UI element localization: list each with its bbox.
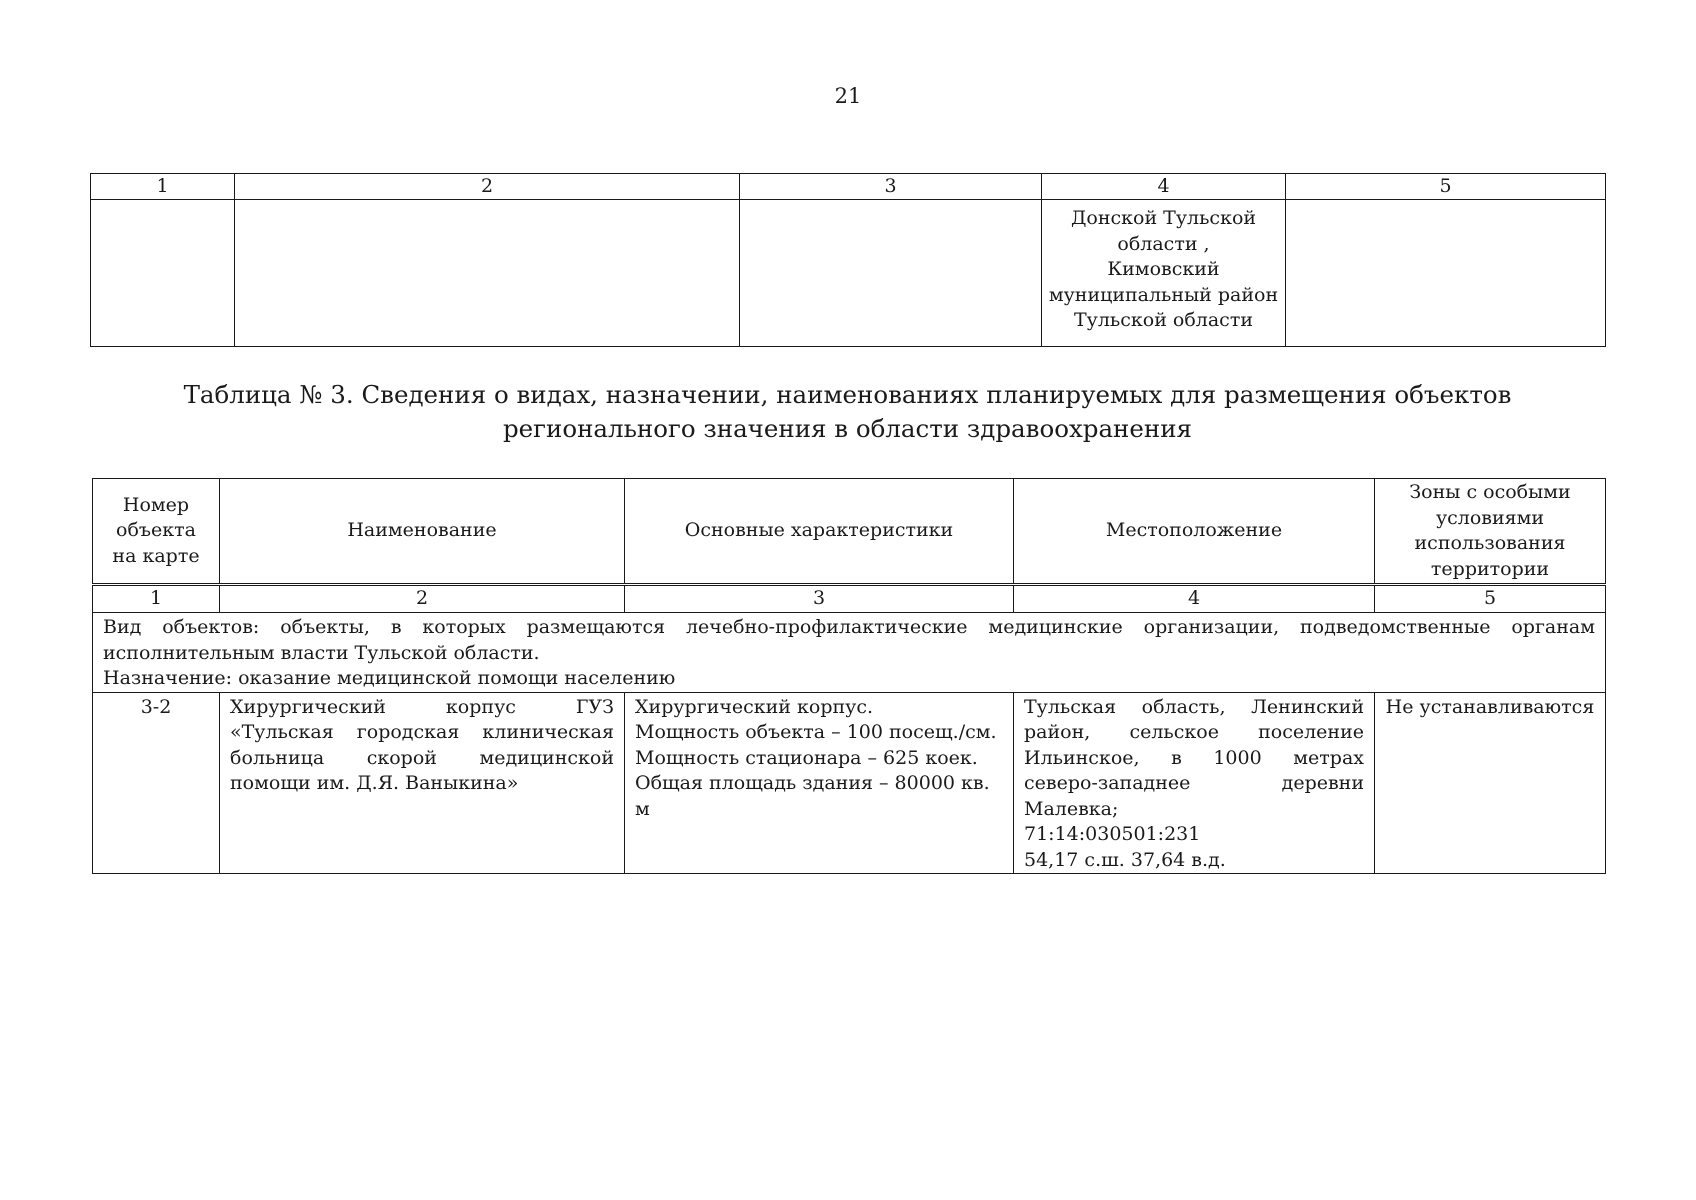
header-location: Местоположение: [1014, 479, 1375, 585]
table-title: [90, 378, 1605, 446]
cell-col3: [740, 200, 1042, 347]
group-cell: [93, 613, 1606, 693]
header-line: на карте: [112, 544, 200, 567]
cadastral-number: 71:14:030501:231: [1024, 823, 1201, 845]
object-characteristics: [625, 692, 1014, 874]
characteristic-line: Хирургический корпус.: [635, 695, 874, 718]
header-number: [93, 479, 220, 585]
column-number: 3: [625, 585, 1014, 613]
table-row: [91, 200, 1606, 347]
column-number: 2: [220, 585, 625, 613]
header-row: [93, 479, 1606, 585]
object-zones: Не устанавливаются: [1375, 692, 1606, 874]
header-cell: 2: [235, 174, 740, 200]
cell-location: [1042, 200, 1286, 347]
location-line: Кимовский: [1107, 258, 1220, 280]
header-line: Зоны с особыми: [1409, 481, 1571, 503]
object-location: [1014, 692, 1375, 874]
header-line: объекта: [116, 519, 196, 542]
page-number: 21: [834, 84, 862, 108]
facilities-table: [92, 478, 1606, 874]
header-cell: 3: [740, 174, 1042, 200]
location-line: области ,: [1117, 232, 1210, 255]
object-kind: Вид объектов: объекты, в которых размещаются лечебно-профилактические медицинские организации, подведомственные органам исполнительным власти Тульской области.: [103, 616, 1595, 664]
header-zones: [1375, 479, 1606, 585]
title-line: Таблица № 3. Сведения о видах, назначении, наименованиях планируемых для размещения объектов: [183, 380, 1512, 409]
continuation-table: [90, 173, 1606, 347]
header-line: территории: [1430, 557, 1550, 580]
location-line: Донской Тульской: [1070, 207, 1257, 229]
header-line: условиями: [1435, 506, 1545, 529]
location-line: муниципальный район: [1048, 283, 1279, 306]
characteristic-line: Общая площадь здания – 80000 кв. м: [635, 772, 990, 820]
header-name: Наименование: [220, 479, 625, 585]
column-number: 1: [93, 585, 220, 613]
cell-col5: [1286, 200, 1606, 347]
cell-col1: [91, 200, 235, 347]
title-line: регионального значения в области здравоохранения: [502, 414, 1192, 443]
header-row: [91, 174, 1606, 200]
object-name: Хирургический корпус ГУЗ «Тульская городская клиническая больница скорой медицинской помощи им. Д.Я. Ваныкина»: [220, 692, 625, 874]
location-text: Тульская область, Ленинский район, сельское поселение Ильинское, в 1000 метрах северо-западнее деревни Малевка;: [1024, 695, 1364, 820]
header-cell: 5: [1286, 174, 1606, 200]
column-number: 5: [1375, 585, 1606, 613]
object-number: 3-2: [93, 692, 220, 874]
column-number-row: [93, 585, 1606, 613]
cell-col2: [235, 200, 740, 347]
header-line: использования: [1414, 532, 1566, 554]
header-cell: 1: [91, 174, 235, 200]
column-number: 4: [1014, 585, 1375, 613]
table-row: [93, 692, 1606, 874]
header-characteristics: Основные характеристики: [625, 479, 1014, 585]
group-row: [93, 613, 1606, 693]
header-line: Номер: [122, 493, 190, 516]
header-cell: 4: [1042, 174, 1286, 200]
location-line: Тульской области: [1073, 309, 1253, 331]
object-purpose: Назначение: оказание медицинской помощи населению: [103, 667, 676, 689]
characteristic-line: Мощность объекта – 100 посещ./см.: [635, 721, 997, 743]
coordinates: 54,17 с.ш. 37,64 в.д.: [1024, 848, 1226, 871]
characteristic-line: Мощность стационара – 625 коек.: [635, 746, 978, 769]
